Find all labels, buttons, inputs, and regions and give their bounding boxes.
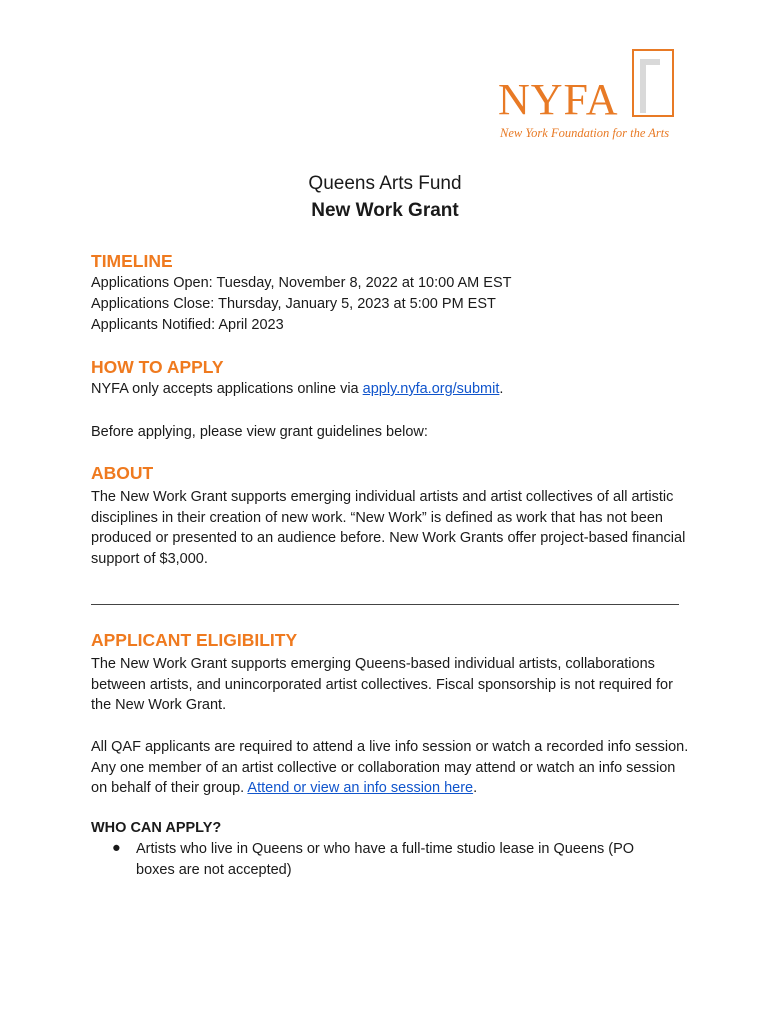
how-to-apply-heading: HOW TO APPLY xyxy=(91,357,224,377)
timeline-close: Applications Close: Thursday, January 5, 2023 at 5:00 PM EST xyxy=(91,296,496,312)
nyfa-logo xyxy=(498,46,680,142)
list-item: Artists who live in Queens or who have a full-time studio lease in Queens (PO boxes are not accepted) xyxy=(136,841,635,878)
document-subtitle: New Work Grant xyxy=(311,200,459,221)
guidelines-note: Before applying, please view grant guidelines below: xyxy=(91,424,428,440)
logo-frame-inner xyxy=(640,59,660,113)
how-to-apply-text-after: . xyxy=(499,381,504,397)
who-can-apply-heading: WHO CAN APPLY? xyxy=(91,820,222,836)
bullet-icon: ● xyxy=(112,840,121,856)
section-divider xyxy=(91,604,679,605)
document-title: Queens Arts Fund xyxy=(308,173,462,194)
apply-link[interactable]: apply.nyfa.org/submit xyxy=(362,381,500,397)
info-session-link[interactable]: Attend or view an info session here xyxy=(247,780,474,797)
eligibility-para1: The New Work Grant supports emerging Queens-based individual artists, collaborations between artists, and unincorporated artist collectives. Fiscal sponsorship is not required for the New Work Grant. xyxy=(91,656,673,714)
timeline-heading: TIMELINE xyxy=(91,251,173,271)
how-to-apply-text xyxy=(91,381,503,397)
how-to-apply-text-before: NYFA only accepts applications online via xyxy=(91,381,363,397)
timeline-notified: Applicants Notified: April 2023 xyxy=(91,317,284,333)
eligibility-para2-after: . xyxy=(473,780,478,797)
logo-frame-icon xyxy=(632,49,674,117)
eligibility-heading: APPLICANT ELIGIBILITY xyxy=(91,630,298,650)
eligibility-para2-before: All QAF applicants are required to attend a live info session or watch a recorded info session. Any one member of an artist collective or collaboration may attend or watch an info session on behalf of their group. xyxy=(91,739,689,797)
eligibility-para2 xyxy=(91,737,691,799)
timeline-open: Applications Open: Tuesday, November 8, 2022 at 10:00 AM EST xyxy=(91,275,512,291)
logo-tagline: New York Foundation for the Arts xyxy=(500,126,670,140)
about-heading: ABOUT xyxy=(91,463,154,483)
about-body: The New Work Grant supports emerging individual artists and artist collectives of all artistic disciplines in their creation of new work. “New Work” is defined as work that has not been produced or presented to an audience before. New Work Grants offer project-based financial support of $3,000. xyxy=(91,489,686,568)
logo-wordmark: NYFA xyxy=(498,75,619,124)
